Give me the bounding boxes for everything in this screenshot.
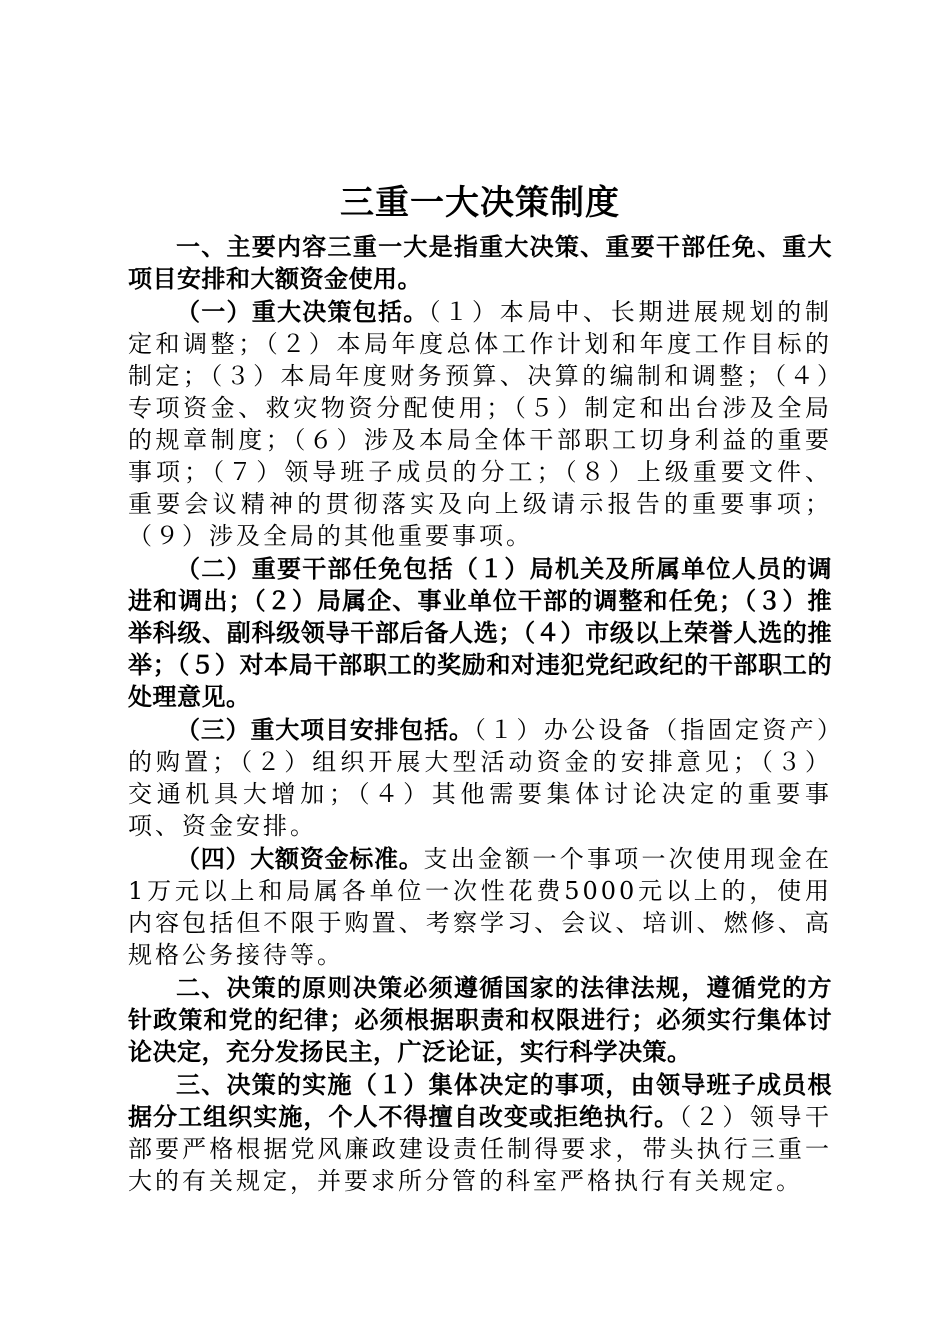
paragraph-main-content-text: 一、主要内容三重一大是指重大决策、重要干部任免、重大项目安排和大额资金使用。 xyxy=(128,233,832,293)
paragraph-decision-implementation-body: （２）领导干部要严格根据党风廉政建设责任制得要求，带头执行三重一大的有关规定，并要求所分管的科室严格执行有关规定。 xyxy=(128,1103,833,1195)
paragraph-major-decisions-heading: （一）重大决策包括。 xyxy=(176,298,429,326)
paragraph-major-projects-body: （１）办公设备（指固定资产）的购置；（２）组织开展大型活动资金的安排意见；（３）交通机具大增加；（４）其他需要集体讨论决定的重要事项、资金安排。 xyxy=(128,716,833,840)
paragraph-major-projects xyxy=(128,715,832,843)
paragraph-major-decisions xyxy=(128,297,832,553)
paragraph-main-content xyxy=(128,232,832,296)
paragraph-decision-principles xyxy=(128,973,832,1069)
paragraph-major-projects-heading: （三）重大项目安排包括。 xyxy=(176,716,474,744)
paragraph-cadre-appointments xyxy=(128,554,832,714)
paragraph-decision-principles-text: 二、决策的原则决策必须遵循国家的法律法规，遵循党的方针政策和党的纪律；必须根据职责和权限进行；必须实行集体讨论决定，充分发扬民主，广泛论证，实行科学决策。 xyxy=(128,974,832,1066)
paragraph-major-decisions-body: （１）本局中、长期进展规划的制定和调整；（２）本局年度总体工作计划和年度工作目标的制定；（３）本局年度财务预算、决算的编制和调整；（４）专项资金、救灾物资分配使用；（５）制定和出台涉及全局的规章制度；（６）涉及本局全体干部职工切身利益的重要事项；（７）领导班子成员的分工；（８）上级重要文件、重要会议精神的贯彻落实及向上级请示报告的重要事项；（９）涉及全局的其他重要事项。 xyxy=(128,298,832,550)
paragraph-cadre-appointments-text: （二）重要干部任免包括（１）局机关及所属单位人员的调进和调出；（２）局属企、事业单位干部的调整和任免；（３）推举科级、副科级领导干部后备人选；（４）市级以上荣誉人选的推举；（５）对本局干部职工的奖励和对违犯党纪政纪的干部职工的处理意见。 xyxy=(128,555,832,711)
paragraph-large-funds-body: 支出金额一个事项一次使用现金在1万元以上和局属各单位一次性花费5000元以上的，使用内容包括但不限于购置、考察学习、会议、培训、燃修、高规格公务接待等。 xyxy=(128,845,832,969)
document-title: 三重一大决策制度 xyxy=(340,183,620,223)
paragraph-large-funds-heading: （四）大额资金标准。 xyxy=(176,845,424,873)
paragraph-decision-implementation xyxy=(128,1070,832,1198)
paragraph-large-funds xyxy=(128,844,832,972)
paragraph-decision-implementation-heading: 三、决策的实施（１）集体决定的事项，由领导班子成员根据分工组织实施，个人不得擅自改变或拒绝执行。 xyxy=(128,1071,832,1131)
document-page xyxy=(128,178,832,1198)
